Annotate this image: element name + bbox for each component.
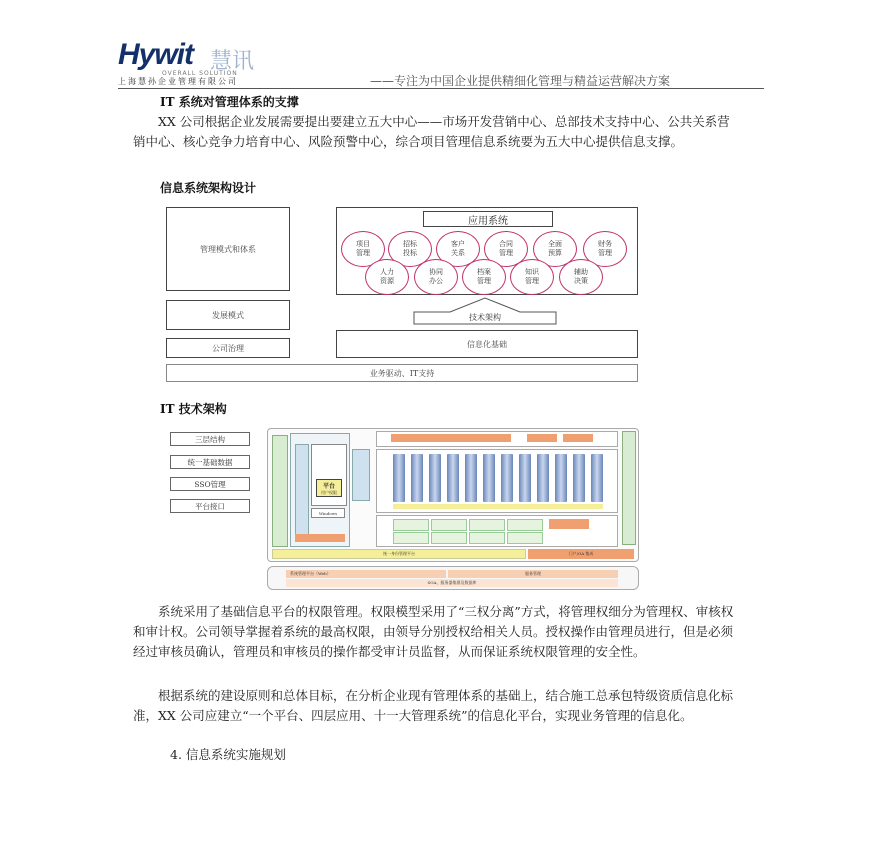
app-knowledge-management [510, 259, 554, 295]
app-label: 财务 管理 [598, 240, 612, 257]
legend-sso: SSO管理 [170, 477, 250, 491]
integration-cell [469, 532, 505, 544]
top-orange-small-1 [527, 434, 557, 442]
bar-business-driven: 业务驱动、IT支持 [166, 364, 638, 382]
app-base-bar [393, 504, 603, 509]
base-system-mgmt: 系统管理平台（Web） [286, 570, 446, 578]
company-name: 上海慧孙企业管理有限公司 [118, 77, 238, 86]
app-label: 招标 投标 [403, 240, 417, 257]
app-label: 项目 管理 [356, 240, 370, 257]
legend-unified-data: 统一基础数据 [170, 455, 250, 469]
it-architecture-diagram [267, 428, 639, 562]
app-label: 辅助 决策 [574, 268, 588, 285]
logo-subtitle: OVERALL SOLUTION [162, 70, 238, 77]
header-slogan: ——专注为中国企业提供精细化管理与精益运营解决方案 [370, 74, 671, 88]
app-human-resources [365, 259, 409, 295]
integration-cell [393, 532, 429, 544]
integration-layer [376, 515, 618, 547]
app-column [537, 454, 549, 502]
app-system-title: 应用系统 [423, 211, 553, 227]
base-soa-db: SOA、服务器集群及数据库 [286, 579, 618, 587]
platform-box [311, 444, 347, 506]
base-service-mgmt: 服务管理 [448, 570, 618, 578]
platform-inner-bar [295, 444, 309, 536]
logo-chinese: 慧讯 [210, 49, 255, 74]
app-column [573, 454, 585, 502]
app-label: 协同 办公 [429, 268, 443, 285]
top-orange-bar [391, 434, 511, 442]
integration-cell [431, 519, 467, 531]
middle-connector [352, 449, 370, 501]
app-column [591, 454, 603, 502]
integration-orange [549, 519, 589, 529]
app-collaborative-office [414, 259, 458, 295]
app-label: 人力 资源 [380, 268, 394, 285]
infrastructure-base [267, 566, 639, 590]
app-column [393, 454, 405, 502]
paragraph-permission-management: 系统采用了基础信息平台的权限管理。权限模型采用了“三权分离”方式，将管理权细分为管理权、审核权和审计权。公司领导掌握着系统的最高权限，由领导分别授权给相关人员。授权操作由管理员进行，但是必须经过审核员确认，管理员和审核员的操作都受审计员监督，从而保证系统权限管理的安全性。 [133, 604, 734, 659]
app-column [519, 454, 531, 502]
platform-orange-block [295, 534, 345, 542]
app-label: 档案 管理 [477, 268, 491, 285]
section-heading-it-tech-architecture: IT 技术架构 [160, 402, 227, 416]
platform-sublabel: 用户权限 [321, 489, 337, 495]
integration-cell [431, 532, 467, 544]
section-heading-it-support: IT 系统对管理体系的支撑 [160, 95, 299, 109]
left-vertical-bar [272, 435, 288, 547]
app-label: 合同 管理 [499, 240, 513, 257]
app-column [555, 454, 567, 502]
application-layer [376, 449, 618, 513]
legend-platform-interface: 平台接口 [170, 499, 250, 513]
header-divider [118, 88, 764, 89]
integration-cell [507, 532, 543, 544]
platform-column [290, 433, 350, 547]
app-label: 客户 关系 [451, 240, 465, 257]
platform-label: 平台 [322, 482, 335, 490]
app-label: 全面 预算 [548, 240, 562, 257]
integration-cell [469, 519, 505, 531]
section-heading-architecture-design: 信息系统架构设计 [160, 181, 257, 195]
integration-cell [507, 519, 543, 531]
paragraph-five-centers: XX 公司根据企业发展需要提出要建立五大中心——市场开发营销中心、总部技术支持中心、公共关系营销中心、核心竞争力培育中心、风险预警中心，综合项目管理信息系统要为五大中心提供信息支撑。 [133, 114, 730, 149]
windows-box: Windows [311, 508, 345, 518]
top-layer [376, 431, 618, 447]
app-system-panel [336, 207, 638, 295]
app-label: 知识 管理 [525, 268, 539, 285]
app-decision-support [559, 259, 603, 295]
app-column [501, 454, 513, 502]
legend-three-tier: 三层结构 [170, 432, 250, 446]
top-orange-small-2 [563, 434, 593, 442]
app-column [447, 454, 459, 502]
bottom-identity-bar: 统一身份管理平台 [272, 549, 526, 559]
box-info-infrastructure: 信息化基础 [336, 330, 638, 358]
right-vertical-bar [622, 431, 636, 545]
company-logo: Hywit [118, 38, 194, 71]
box-development-mode: 发展模式 [166, 300, 290, 330]
box-management-mode: 管理模式和体系 [166, 207, 290, 291]
box-corporate-governance: 公司治理 [166, 338, 290, 358]
app-archive-management [462, 259, 506, 295]
platform-core [316, 479, 342, 497]
app-column [483, 454, 495, 502]
tech-architecture-label: 技术架构 [469, 313, 501, 322]
app-column [411, 454, 423, 502]
paragraph-platform-construction: 根据系统的建设原则和总体目标，在分析企业现有管理体系的基础上，结合施工总承包特级资质信息化标准，XX 公司应建立“一个平台、四层应用、十一大管理系统”的信息化平台，实现业务管理的信息化。 [133, 688, 734, 723]
list-item-4: 4. 信息系统实施规划 [170, 747, 286, 762]
app-column [429, 454, 441, 502]
bottom-portal-bar: 门户/OA 集成 [528, 549, 634, 559]
integration-cell [393, 519, 429, 531]
app-column [465, 454, 477, 502]
